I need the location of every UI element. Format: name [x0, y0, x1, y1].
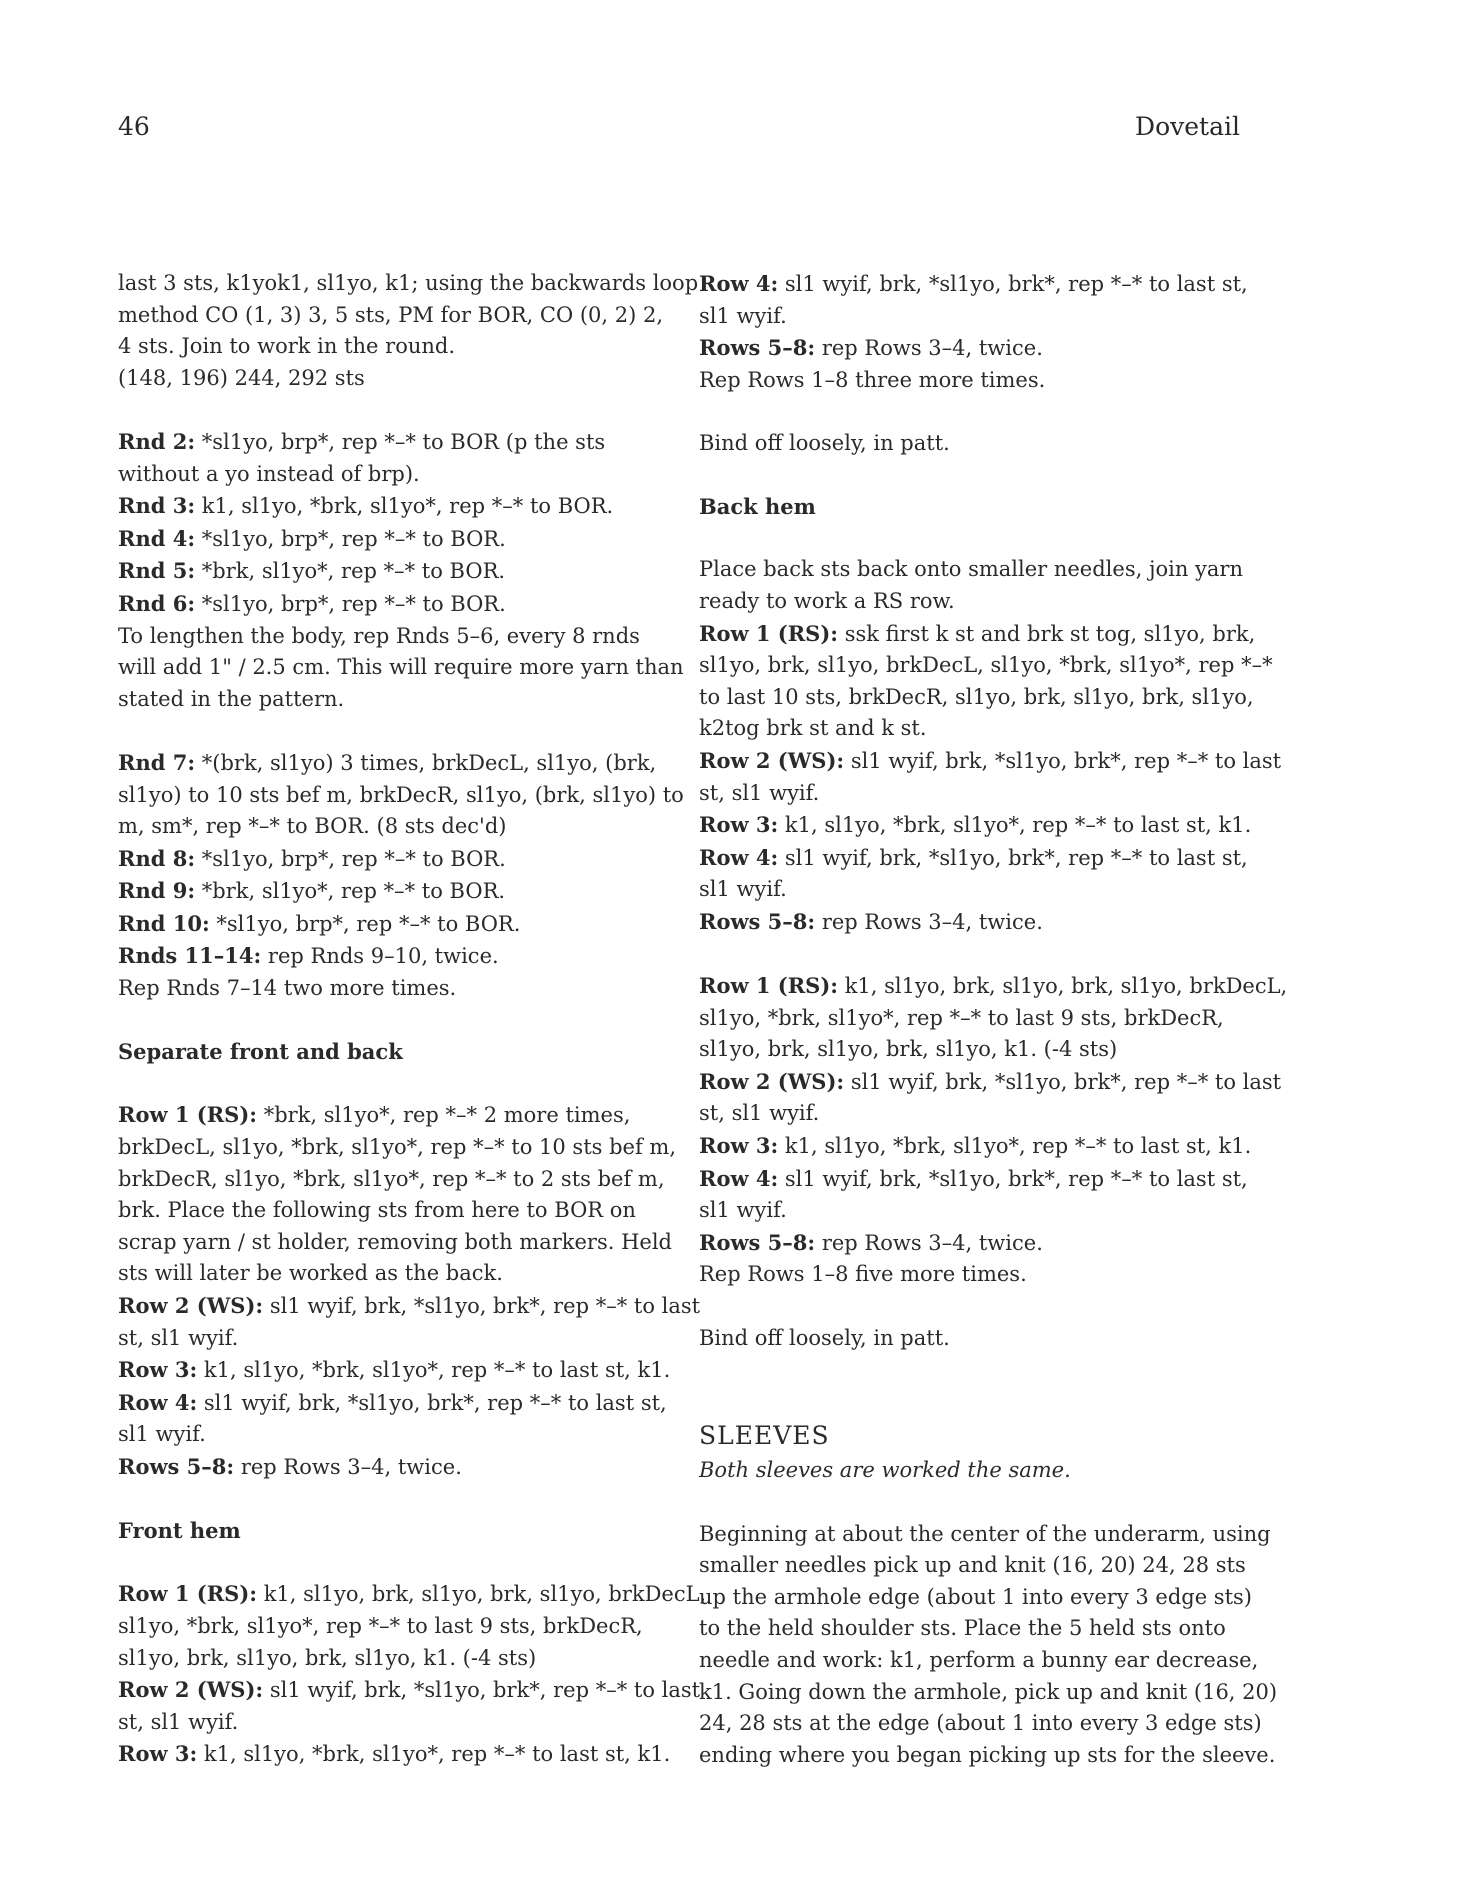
instruction-text: stated in the pattern.	[118, 686, 345, 711]
instruction-text: st, sl1 wyif.	[699, 780, 820, 805]
instruction-label: Row 3:	[699, 1133, 779, 1159]
text-line	[118, 490, 693, 523]
instruction-label: Rows 5–8:	[699, 1229, 816, 1255]
instruction-text: k1, sl1yo, *brk, sl1yo*, rep *–* to last st, k1.	[197, 1742, 671, 1767]
instruction-text: up the armhole edge (about 1 into every 3 edge sts)	[699, 1584, 1252, 1609]
instruction-text: k1. Going down the armhole, pick up and knit (16, 20)	[699, 1679, 1278, 1704]
instruction-label: Row 2 (WS):	[699, 747, 845, 773]
instruction-text: Bind off loosely, in patt.	[699, 1325, 950, 1350]
instruction-text: 24, 28 sts at the edge (about 1 into every 3 edge sts)	[699, 1711, 1262, 1736]
instruction-text: k1, sl1yo, *brk, sl1yo*, rep *–* to last st, k1.	[197, 1358, 671, 1383]
instruction-text: sl1yo, brk, sl1yo, brk, sl1yo, k1. (-4 sts)	[699, 1037, 1118, 1062]
instruction-label: Row 1 (RS):	[699, 973, 839, 999]
instruction-text: sl1 wyif.	[118, 1422, 206, 1447]
text-line	[699, 1259, 1259, 1291]
instruction-label: Row 4:	[699, 844, 779, 870]
text-line	[118, 1354, 693, 1387]
instruction-text: to last 10 sts, brkDecR, sl1yo, brk, sl1yo, brk, sl1yo,	[699, 684, 1254, 709]
text-line	[118, 908, 693, 941]
text-line	[118, 747, 693, 780]
spacer	[699, 523, 1259, 555]
instruction-text: sl1 wyif, brk, *sl1yo, brk*, rep *–* to last st,	[778, 272, 1248, 296]
text-line	[118, 300, 693, 332]
instruction-label: Rnd 2:	[118, 428, 196, 454]
text-line	[118, 1611, 693, 1643]
instruction-text: brkDecL, sl1yo, *brk, sl1yo*, rep *–* to 10 sts bef m,	[118, 1135, 676, 1160]
instruction-text: sl1 wyif, brk, *sl1yo, brk*, rep *–* to last	[263, 1678, 701, 1703]
text-line	[118, 940, 693, 973]
spacer	[699, 1487, 1259, 1519]
instruction-label: Rnd 10:	[118, 910, 210, 936]
instruction-text: k1, sl1yo, brk, sl1yo, brk, sl1yo, brkDecL,	[838, 974, 1288, 999]
spacer	[699, 1386, 1259, 1418]
instruction-label: Rnd 4:	[118, 525, 196, 551]
text-line	[699, 1550, 1259, 1582]
instruction-label: Row 1 (RS):	[118, 1581, 258, 1607]
instruction-label: Row 4:	[699, 1165, 779, 1191]
instruction-text: *sl1yo, brp*, rep *–* to BOR.	[209, 911, 521, 936]
text-line	[699, 618, 1259, 651]
text-line	[118, 1164, 693, 1196]
instruction-text: rep Rows 3–4, twice.	[815, 336, 1043, 361]
instruction-text: (148, 196) 244, 292 sts	[118, 365, 365, 390]
text-line	[699, 1066, 1282, 1099]
instruction-text: needle and work: k1, perform a bunny ear decrease,	[699, 1647, 1259, 1672]
text-line	[699, 650, 1273, 682]
instruction-text: sl1 wyif, brk, *sl1yo, brk*, rep *–* to last	[844, 748, 1282, 773]
instruction-text: m, sm*, rep *–* to BOR. (8 sts dec'd)	[118, 814, 507, 839]
text-line	[699, 1195, 1259, 1227]
instruction-label: Rows 5–8:	[699, 335, 816, 361]
instruction-text: sl1yo, brk, sl1yo, brkDecL, sl1yo, *brk, sl1yo*, rep *–*	[699, 653, 1273, 678]
instruction-text: st, sl1 wyif.	[118, 1325, 239, 1350]
text-line	[699, 682, 1259, 714]
instruction-text: Rep Rnds 7–14 two more times.	[118, 976, 457, 1001]
text-line	[118, 426, 693, 459]
spacer	[699, 460, 1259, 492]
text-line	[118, 1738, 693, 1771]
instruction-text: ready to work a RS row.	[699, 588, 955, 613]
text-line	[118, 1419, 693, 1451]
text-line	[118, 1290, 701, 1323]
text-line	[118, 1451, 693, 1484]
instruction-text: *brk, sl1yo*, rep *–* to BOR.	[195, 559, 506, 584]
text-line	[118, 1132, 693, 1164]
text-line	[699, 1163, 1259, 1196]
instruction-text: st, sl1 wyif.	[699, 1101, 820, 1126]
instruction-label: Rows 5–8:	[118, 1453, 235, 1479]
instruction-label: Rows 5–8:	[699, 908, 816, 934]
instruction-text: *(brk, sl1yo) 3 times, brkDecL, sl1yo, (brk,	[195, 750, 657, 775]
instruction-label: Row 1 (RS):	[699, 620, 839, 646]
text-line	[699, 1323, 1259, 1355]
instruction-text: sl1 wyif.	[699, 303, 787, 328]
spacer	[699, 1354, 1259, 1386]
instruction-text: without a yo instead of brp).	[118, 461, 420, 486]
text-line	[699, 1098, 1259, 1130]
text-line	[699, 428, 1259, 460]
instruction-label: Rnd 8:	[118, 845, 196, 871]
text-line	[118, 811, 693, 843]
instruction-text: sl1 wyif, brk, *sl1yo, brk*, rep *–* to last st,	[197, 1390, 667, 1415]
text-line	[118, 588, 693, 621]
instruction-text: sl1 wyif, brk, *sl1yo, brk*, rep *–* to last	[263, 1294, 701, 1318]
text-line	[118, 1099, 693, 1132]
instruction-text: last 3 sts, k1yok1, sl1yo, k1; using the backwards loop	[118, 271, 699, 295]
spacer	[699, 938, 1259, 970]
instruction-text: sl1yo, *brk, sl1yo*, rep *–* to last 9 sts, brkDecR,	[118, 1613, 643, 1638]
instruction-text: sl1 wyif, brk, *sl1yo, brk*, rep *–* to last	[844, 1069, 1282, 1094]
instruction-text: *sl1yo, brp*, rep *–* to BOR.	[195, 591, 506, 616]
spacer	[118, 394, 693, 426]
instruction-text: sl1yo, brk, sl1yo, brk, sl1yo, k1. (-4 sts)	[118, 1645, 537, 1670]
instruction-text: k1, sl1yo, *brk, sl1yo*, rep *–* to last st, k1.	[778, 813, 1252, 838]
text-line	[699, 809, 1259, 842]
text-line	[118, 973, 693, 1005]
instruction-label: Row 2 (WS):	[118, 1293, 264, 1318]
instruction-text: st, sl1 wyif.	[118, 1709, 239, 1734]
spacer	[118, 1068, 693, 1100]
text-line	[699, 1003, 1259, 1035]
instruction-text: scrap yarn / st holder, removing both markers. Held	[118, 1229, 672, 1254]
instruction-text: rep Rows 3–4, twice.	[815, 1230, 1043, 1255]
text-line	[699, 842, 1259, 875]
instruction-label: Row 3:	[118, 1741, 198, 1767]
instruction-text: will add 1" / 2.5 cm. This will require more yarn than	[118, 655, 684, 680]
text-line	[699, 1645, 1259, 1677]
spacer	[699, 1291, 1259, 1323]
text-line	[118, 268, 699, 300]
instruction-text: ending where you began picking up sts for the sleeve.	[699, 1742, 1276, 1767]
instruction-text: *brk, sl1yo*, rep *–* to BOR.	[195, 879, 506, 904]
text-line	[118, 621, 693, 653]
right-column	[699, 268, 1288, 1771]
text-line	[699, 778, 1259, 810]
instruction-text: sl1yo) to 10 sts bef m, brkDecR, sl1yo, (brk, sl1yo) to	[118, 782, 684, 807]
text-line	[699, 713, 1259, 745]
text-line	[699, 554, 1259, 586]
instruction-text: sl1 wyif.	[699, 1198, 787, 1223]
text-line	[118, 459, 693, 491]
instruction-text: brkDecR, sl1yo, *brk, sl1yo*, rep *–* to 2 sts bef m,	[118, 1166, 665, 1191]
text-line	[699, 1227, 1259, 1260]
text-line	[699, 1130, 1259, 1163]
instruction-text: rep Rows 3–4, twice.	[815, 909, 1043, 934]
text-line	[699, 586, 1259, 618]
left-column	[118, 268, 707, 1771]
text-line	[699, 970, 1288, 1003]
text-line	[118, 1258, 693, 1290]
instruction-text: *brk, sl1yo*, rep *–* 2 more times,	[257, 1103, 631, 1128]
section-heading: Separate front and back	[118, 1039, 403, 1065]
instruction-label: Rnd 9:	[118, 878, 196, 904]
instruction-label: Row 3:	[699, 812, 779, 838]
text-line	[118, 652, 693, 684]
text-line	[118, 555, 693, 588]
running-title: Dovetail	[1135, 112, 1240, 141]
text-line	[699, 1519, 1271, 1551]
instruction-text: brk. Place the following sts from here to BOR on	[118, 1198, 636, 1223]
text-line	[118, 1643, 693, 1675]
instruction-label: Rnd 5:	[118, 558, 196, 584]
text-line	[118, 875, 693, 908]
instruction-text: rep Rows 3–4, twice.	[234, 1454, 462, 1479]
text-line	[118, 1578, 707, 1611]
text-line	[699, 301, 1259, 333]
instruction-label: Row 3:	[118, 1357, 198, 1383]
text-line	[118, 1707, 693, 1739]
text-line	[118, 1387, 693, 1420]
instruction-text: Beginning at about the center of the underarm, using	[699, 1521, 1271, 1546]
instruction-label: Rnd 7:	[118, 749, 196, 775]
instruction-label: Row 4:	[118, 1389, 198, 1415]
instruction-text: k2tog brk st and k st.	[699, 716, 927, 741]
spacer	[118, 715, 693, 747]
text-line	[699, 1034, 1259, 1066]
text-line	[699, 874, 1259, 906]
instruction-text: Rep Rows 1–8 five more times.	[699, 1262, 1027, 1287]
instruction-label: Rnd 3:	[118, 493, 196, 519]
text-line	[118, 780, 693, 812]
instruction-text: *sl1yo, brp*, rep *–* to BOR (p the sts	[195, 429, 606, 454]
text-line	[118, 331, 693, 363]
text-line	[118, 843, 693, 876]
text-line	[699, 365, 1259, 397]
text-line	[118, 363, 693, 395]
section-heading: Back hem	[699, 494, 816, 520]
text-line	[118, 1227, 693, 1259]
spacer	[699, 396, 1259, 428]
text-line	[118, 684, 693, 716]
italic-note: Both sleeves are worked the same.	[699, 1458, 1071, 1483]
text-line	[699, 745, 1282, 778]
instruction-label: Row 2 (WS):	[118, 1677, 264, 1703]
instruction-text: Bind off loosely, in patt.	[699, 430, 950, 455]
instruction-text: smaller needles pick up and knit (16, 20) 24, 28 sts	[699, 1553, 1246, 1578]
text-line	[118, 1195, 693, 1227]
instruction-text: sts will later be worked as the back.	[118, 1261, 503, 1286]
instruction-text: to the held shoulder sts. Place the 5 held sts onto	[699, 1616, 1226, 1641]
instruction-text: rep Rnds 9–10, twice.	[261, 944, 499, 969]
instruction-text: Rep Rows 1–8 three more times.	[699, 367, 1046, 392]
section-heading: Front hem	[118, 1518, 241, 1544]
instruction-text: sl1 wyif, brk, *sl1yo, brk*, rep *–* to last st,	[778, 845, 1248, 870]
text-line	[699, 906, 1259, 939]
text-line	[699, 1740, 1276, 1772]
instruction-text: sl1 wyif, brk, *sl1yo, brk*, rep *–* to last st,	[778, 1166, 1248, 1191]
instruction-text: k1, sl1yo, *brk, sl1yo*, rep *–* to BOR.	[195, 494, 614, 519]
text-line	[118, 1323, 693, 1355]
text-line	[699, 1677, 1278, 1709]
instruction-text: sl1yo, *brk, sl1yo*, rep *–* to last 9 sts, brkDecR,	[699, 1005, 1224, 1030]
instruction-text: *sl1yo, brp*, rep *–* to BOR.	[195, 846, 506, 871]
instruction-text: *sl1yo, brp*, rep *–* to BOR.	[195, 526, 506, 551]
instruction-label: Rnds 11–14:	[118, 943, 262, 969]
instruction-label: Row 2 (WS):	[699, 1068, 845, 1094]
instruction-text: To lengthen the body, rep Rnds 5–6, every 8 rnds	[118, 623, 640, 648]
instruction-text: 4 sts. Join to work in the round.	[118, 334, 456, 359]
text-line	[699, 1582, 1259, 1614]
instruction-label: Row 4:	[699, 271, 779, 296]
text-line	[699, 268, 1259, 301]
instruction-text: k1, sl1yo, *brk, sl1yo*, rep *–* to last st, k1.	[778, 1134, 1252, 1159]
spacer	[118, 1547, 693, 1579]
section-title: SLEEVES	[699, 1421, 830, 1451]
page-number: 46	[118, 112, 150, 141]
text-line	[118, 523, 693, 556]
instruction-label: Row 1 (RS):	[118, 1102, 258, 1128]
instruction-text: ssk first k st and brk st tog, sl1yo, brk,	[838, 621, 1256, 646]
text-line	[118, 1674, 701, 1707]
instruction-text: Place back sts back onto smaller needles, join yarn	[699, 557, 1243, 582]
instruction-text: sl1 wyif.	[699, 877, 787, 902]
text-line	[699, 1708, 1262, 1740]
instruction-label: Rnd 6:	[118, 590, 196, 616]
text-line	[699, 332, 1259, 365]
spacer	[118, 1484, 693, 1516]
instruction-text: method CO (1, 3) 3, 5 sts, PM for BOR, CO (0, 2) 2,	[118, 302, 664, 327]
spacer	[118, 1005, 693, 1037]
instruction-text: k1, sl1yo, brk, sl1yo, brk, sl1yo, brkDecL,	[257, 1582, 707, 1607]
text-line	[699, 1613, 1259, 1645]
